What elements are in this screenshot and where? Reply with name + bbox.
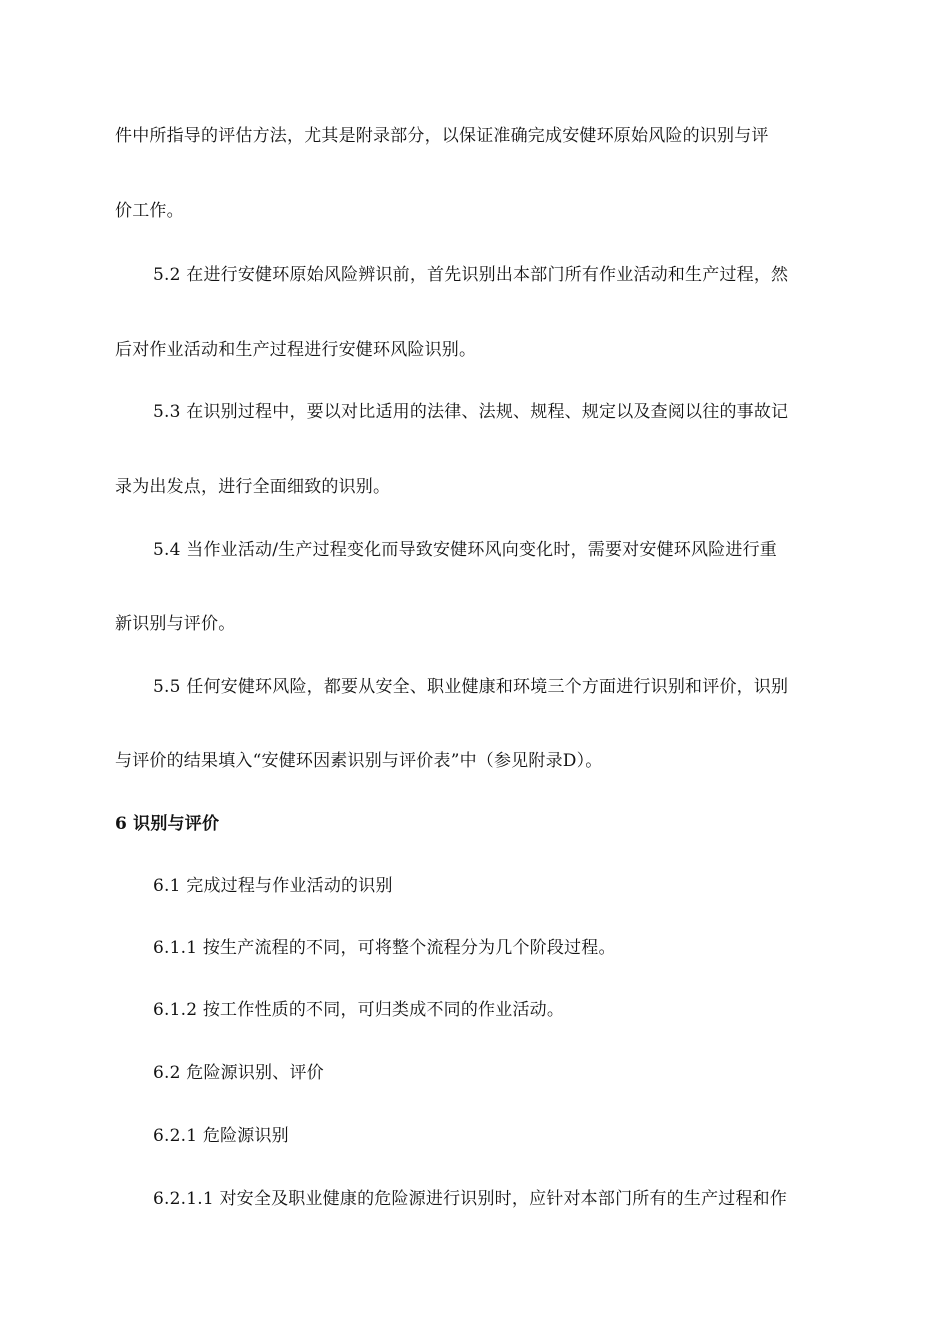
section-6-heading: 6 识别与评价: [115, 814, 220, 834]
paragraph-line: 后对作业活动和生产过程进行安健环风险识别。: [115, 340, 477, 360]
clause-5-4-line: 5.4 当作业活动/生产过程变化而导致安健环风向变化时，需要对安健环风险进行重: [153, 540, 777, 560]
paragraph-line: 与评价的结果填入“安健环因素识别与评价表”中（参见附录D）。: [115, 751, 603, 771]
clause-6-2-1-1-line: 6.2.1.1 对安全及职业健康的危险源进行识别时，应针对本部门所有的生产过程和作: [153, 1189, 788, 1209]
clause-6-2-line: 6.2 危险源识别、评价: [153, 1063, 324, 1083]
clause-5-3-line: 5.3 在识别过程中，要以对比适用的法律、法规、规程、规定以及查阅以往的事故记: [153, 402, 789, 422]
paragraph-line: 件中所指导的评估方法，尤其是附录部分，以保证准确完成安健环原始风险的识别与评: [115, 126, 769, 146]
clause-5-5-line: 5.5 任何安健环风险，都要从安全、职业健康和环境三个方面进行识别和评价，识别: [153, 677, 789, 697]
paragraph-line: 录为出发点，进行全面细致的识别。: [115, 477, 391, 497]
clause-6-1-line: 6.1 完成过程与作业活动的识别: [153, 876, 393, 896]
clause-5-2-line: 5.2 在进行安健环原始风险辨识前，首先识别出本部门所有作业活动和生产过程，然: [153, 265, 789, 285]
clause-6-2-1-line: 6.2.1 危险源识别: [153, 1126, 289, 1146]
paragraph-line: 价工作。: [115, 201, 184, 221]
paragraph-line: 新识别与评价。: [115, 614, 236, 634]
clause-6-1-2-line: 6.1.2 按工作性质的不同，可归类成不同的作业活动。: [153, 1000, 565, 1020]
clause-6-1-1-line: 6.1.1 按生产流程的不同，可将整个流程分为几个阶段过程。: [153, 938, 616, 958]
